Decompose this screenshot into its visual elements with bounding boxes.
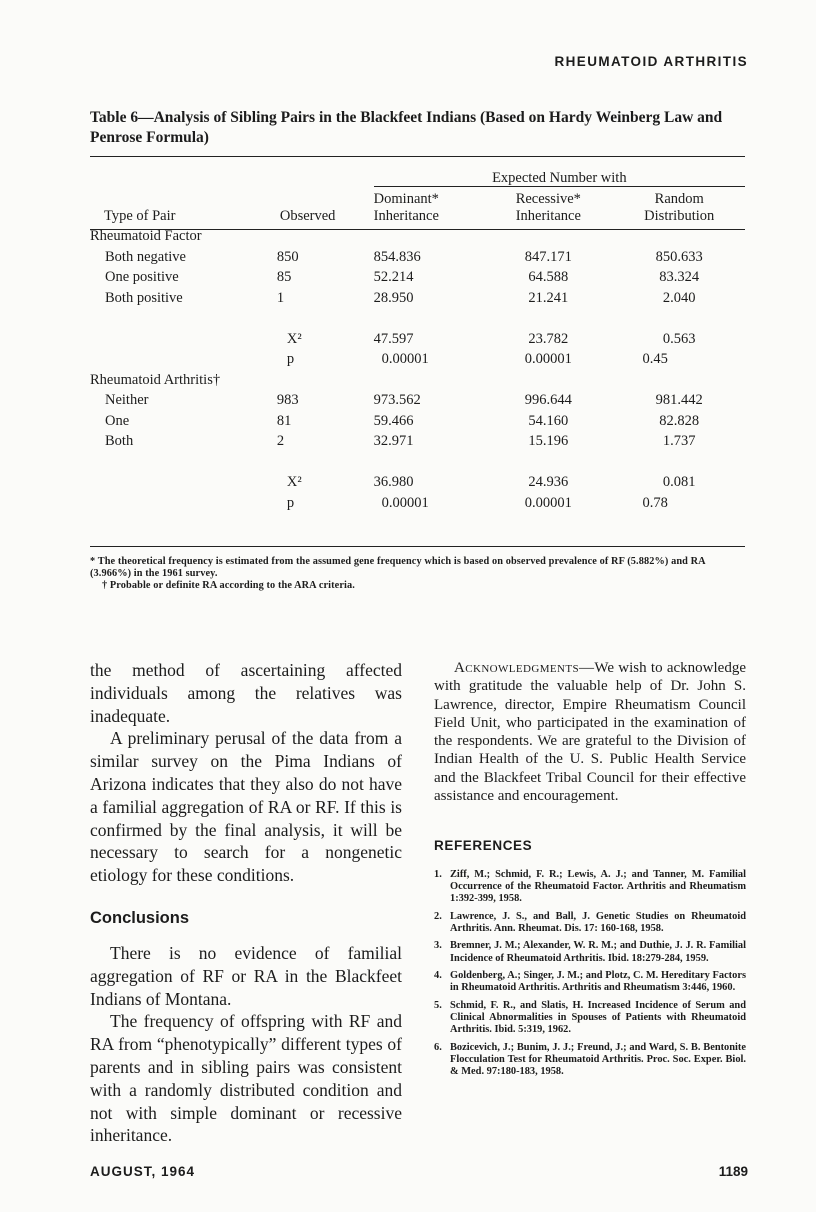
table-title: Table 6—Analysis of Sibling Pairs in the Blackfeet Indians (Based on Hardy Weinberg Law and Penrose Formula) — [90, 109, 723, 146]
section-row — [90, 368, 745, 389]
paragraph: A preliminary perusal of the data from a similar survey on the Pima Indians of Arizona indicates that they also do not have a familial aggregation of RA or RF. If this is confirmed by the final analysis, it will be necessary to search for a nongenetic etiology for these conditions. — [90, 728, 402, 886]
cell-random: 2.040 — [662, 289, 696, 306]
running-head: RHEUMATOID ARTHRITIS — [554, 54, 748, 69]
acknowledgments-text: We wish to acknowledge with gratitude the valuable help of Dr. John S. Lawrence, director, Empire Rheumatism Council Field Unit, who participated in the examination of the respondents. We are grateful to the Division of Indian Health of the U. S. Public Health Service and the Blackfeet Tribal Council for their effective assistance and encouragement. — [434, 660, 746, 805]
cell-dominant: 32.971 — [373, 433, 414, 449]
stat-label: X² — [286, 474, 302, 490]
spanner-label: Expected Number with — [492, 169, 627, 186]
cell-recessive: 54.160 — [528, 412, 569, 429]
reference-text: Bremner, J. M.; Alexander, W. R. M.; and Duthie, J. J. R. Familial Incidence of Rheumatoid Arthritis. Ibid. 18:279-284, 1959. — [450, 940, 746, 964]
section-row — [90, 225, 745, 246]
table-row — [90, 245, 745, 266]
cell-recessive: 847.171 — [524, 248, 572, 265]
reference-number: 6. — [434, 1041, 442, 1053]
cell-type: One — [105, 412, 130, 429]
reference-item — [434, 970, 746, 994]
cell-dominant: 52.214 — [373, 269, 414, 285]
table-bottom-rule — [90, 546, 745, 547]
cell-type: Both positive — [105, 289, 183, 306]
header-random: Random Distribution — [644, 190, 715, 224]
left-column-top — [90, 659, 402, 887]
sibling-pairs-table — [90, 166, 745, 512]
reference-text: Goldenberg, A.; Singer, J. M.; and Plotz, C. M. Hereditary Factors in Rheumatoid Arthritis. Arthritis and Rheumatism 3:446, 1960. — [450, 970, 746, 994]
stat-row — [90, 327, 745, 348]
cell-type: One positive — [105, 269, 179, 285]
table-row — [90, 389, 745, 410]
reference-item — [434, 869, 746, 905]
conclusions-heading: Conclusions — [90, 909, 190, 927]
cell-dominant: 28.950 — [373, 289, 414, 306]
cell-type: Both — [105, 433, 134, 449]
acknowledgments-label: Acknowledgments— — [454, 660, 595, 676]
cell-observed: 1 — [276, 289, 285, 306]
stat-dominant: 47.597 — [373, 330, 414, 347]
page-number: 1189 — [718, 1164, 748, 1179]
cell-random: 981.442 — [655, 392, 703, 408]
reference-text: Schmid, F. R., and Slatis, H. Increased Incidence of Serum and Clinical Abnormalities in Spouses of Patients with Rheumatoid Arthritis. Ibid. 5:319, 1962. — [450, 999, 746, 1036]
table-row — [90, 286, 745, 307]
table-row — [90, 430, 745, 451]
reference-number: 3. — [434, 940, 442, 952]
reference-number: 2. — [434, 910, 442, 922]
cell-observed: 2 — [276, 433, 285, 449]
header-recessive: Recessive* Inheritance — [515, 190, 581, 224]
footnote-ra-criteria: † Probable or definite RA according to the ARA criteria. — [102, 580, 355, 591]
cell-recessive: 996.644 — [524, 392, 572, 408]
paragraph: The frequency of offspring with RF and RA from “phenotypically” different types of parents and in sibling pairs was consistent with a randomly distributed condition and not with simple dominant or recessive inheritance. — [90, 1011, 402, 1146]
stat-row — [90, 471, 745, 492]
section-label: Rheumatoid Factor — [90, 228, 202, 244]
header-type-of-pair: Type of Pair — [104, 207, 176, 224]
footer-date: AUGUST, 1964 — [90, 1164, 196, 1179]
stat-recessive: 24.936 — [528, 474, 569, 490]
cell-random: 82.828 — [659, 412, 700, 429]
stat-dominant: 36.980 — [373, 474, 414, 490]
left-column-bottom — [90, 942, 402, 1147]
cell-observed: 850 — [276, 248, 299, 265]
stat-random: 0.45 — [642, 351, 668, 367]
stat-dominant: 0.00001 — [381, 351, 429, 367]
stat-label: p — [286, 351, 295, 367]
cell-dominant: 973.562 — [373, 392, 421, 408]
paragraph: There is no evidence of familial aggregation of RF or RA in the Blackfeet Indians of Montana. — [90, 943, 402, 1009]
reference-item — [434, 940, 746, 964]
stat-label: X² — [286, 330, 302, 347]
references-heading: REFERENCES — [434, 838, 533, 853]
cell-random: 850.633 — [655, 248, 703, 265]
section-label: Rheumatoid Arthritis† — [90, 371, 221, 388]
stat-label: p — [286, 494, 295, 511]
cell-dominant: 59.466 — [373, 412, 414, 429]
header-row — [90, 187, 745, 225]
stat-recessive: 23.782 — [528, 330, 569, 347]
stat-row — [90, 491, 745, 512]
footnote-theoretical: * The theoretical frequency is estimated from the assumed gene frequency which is based on observed prevalence of RF (5.882%) and RA (3.966%) in the 1961 survey. — [90, 556, 706, 579]
table-row — [90, 409, 745, 430]
spanner-row — [90, 166, 745, 187]
stat-row — [90, 348, 745, 369]
stat-recessive: 0.00001 — [524, 494, 572, 511]
cell-random: 83.324 — [659, 269, 700, 285]
cell-observed: 983 — [276, 392, 299, 408]
reference-number: 5. — [434, 999, 442, 1011]
cell-recessive: 64.588 — [528, 269, 569, 285]
stat-random: 0.081 — [662, 474, 696, 490]
cell-recessive: 15.196 — [528, 433, 569, 449]
cell-type: Both negative — [105, 248, 186, 265]
stat-random: 0.78 — [642, 494, 668, 511]
reference-text: Ziff, M.; Schmid, F. R.; Lewis, A. J.; and Tanner, M. Familial Occurrence of the Rheumatoid Factor. Arthritis and Rheumatism 1:392-399, 1958. — [450, 869, 746, 905]
reference-text: Bozicevich, J.; Bunim, J. J.; Freund, J.; and Ward, S. B. Bentonite Flocculation Test for Rheumatoid Arthritis. Proc. Soc. Exper. Biol. & Med. 97:180-183, 1958. — [450, 1041, 746, 1077]
acknowledgments — [434, 659, 746, 805]
paragraph: the method of ascertaining affected individuals among the relatives was inadequate. — [90, 660, 402, 726]
stat-recessive: 0.00001 — [524, 351, 572, 367]
references-list — [434, 869, 746, 1083]
stat-random: 0.563 — [662, 330, 696, 347]
reference-item — [434, 911, 746, 935]
header-observed: Observed — [279, 207, 336, 224]
table-top-rule — [90, 156, 745, 157]
reference-item — [434, 1042, 746, 1078]
cell-type: Neither — [105, 392, 149, 408]
table-footnotes — [90, 556, 748, 592]
reference-item — [434, 1000, 746, 1036]
stat-dominant: 0.00001 — [381, 494, 429, 511]
cell-recessive: 21.241 — [528, 289, 569, 306]
cell-observed: 85 — [276, 269, 292, 285]
table-row — [90, 266, 745, 287]
reference-text: Lawrence, J. S., and Ball, J. Genetic Studies on Rheumatoid Arthritis. Ann. Rheumat. Dis. 17: 160-168, 1958. — [450, 910, 746, 934]
reference-number: 4. — [434, 970, 442, 982]
header-dominant: Dominant* Inheritance — [373, 190, 439, 224]
cell-observed: 81 — [276, 412, 292, 429]
cell-random: 1.737 — [662, 433, 696, 449]
reference-number: 1. — [434, 869, 442, 880]
cell-dominant: 854.836 — [373, 248, 421, 265]
